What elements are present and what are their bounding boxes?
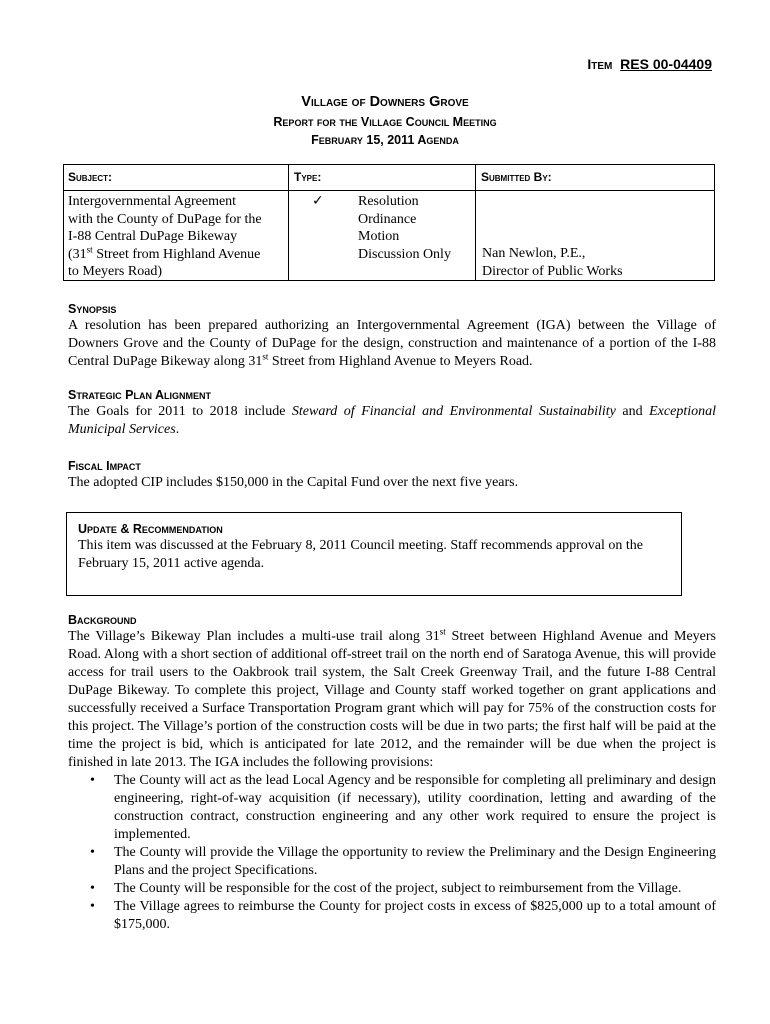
strategic-plan-text: The Goals for 2011 to 2018 include Steward of Financial and Environmental Sustainability and Exceptional Municipal Services.	[68, 404, 716, 437]
provisions-list	[68, 772, 716, 934]
subject-line: to Meyers Road)	[68, 264, 163, 280]
update-title: Update & Recommendation	[78, 522, 223, 536]
subject-label: Subject:	[68, 170, 113, 184]
subject-line: (31st Street from Highland Avenue	[68, 244, 261, 262]
table-col-divider	[475, 165, 476, 280]
synopsis-title: Synopsis	[68, 302, 117, 316]
submitted-by	[482, 245, 710, 280]
submitted-by-label: Submitted By:	[481, 170, 552, 184]
list-item: • The Village agrees to reimburse the County for project costs in excess of $825,000 up to a total amount of $175,000.	[90, 899, 716, 932]
strategic-plan-title: Strategic Plan Alignment	[68, 388, 212, 402]
synopsis-section	[68, 301, 716, 371]
item-number	[587, 56, 712, 72]
update-recommendation-box	[66, 512, 682, 596]
subject-line: Intergovernmental Agreement	[68, 194, 237, 209]
item-prefix: Item	[587, 56, 613, 72]
table-row-divider	[64, 190, 714, 191]
subject-text	[68, 193, 286, 281]
background-section	[68, 612, 716, 934]
type-motion: Motion	[358, 229, 400, 245]
type-ordinance: Ordinance	[358, 211, 417, 227]
type-options	[358, 193, 473, 263]
strategic-plan-section	[68, 387, 716, 439]
header-report: Report for the Village Council Meeting	[273, 115, 497, 129]
subject-line: with the County of DuPage for the	[68, 211, 262, 227]
check-icon: ✓	[312, 193, 324, 209]
table-col-divider	[288, 165, 289, 280]
synopsis-text: A resolution has been prepared authorizing an Intergovernmental Agreement (IGA) between the Village of Downers Grove and the County of DuPage for the design, construction and maintenance of a portion of the I-88 Central DuPage Bikeway along 31st Street from Highland Avenue to Meyers Road.	[68, 318, 716, 369]
type-discussion-only: Discussion Only	[358, 246, 451, 262]
info-table	[63, 164, 715, 281]
list-item: • The County will provide the Village the opportunity to review the Preliminary and the Design Engineering Plans and the project Specifications.	[90, 845, 716, 878]
list-item: • The County will act as the lead Local Agency and be responsible for completing all preliminary and design engineering, right-of-way acquisition (if necessary), utility coordination, letting and awarding of the construction contract, construction engineering and any other work required to ensure the project is implemented.	[90, 773, 716, 842]
subject-line: I-88 Central DuPage Bikeway	[68, 229, 238, 245]
bullet-icon: •	[90, 899, 95, 914]
item-code: RES 00-04409	[620, 56, 712, 72]
type-resolution: Resolution	[358, 194, 419, 209]
submitter-name: Nan Newlon, P.E.,	[482, 246, 586, 261]
background-title: Background	[68, 613, 137, 627]
bullet-icon: •	[90, 881, 95, 896]
fiscal-impact-title: Fiscal Impact	[68, 459, 141, 473]
type-label: Type:	[294, 170, 322, 184]
submitter-title: Director of Public Works	[482, 263, 623, 279]
fiscal-impact-section	[68, 458, 716, 492]
list-item: • The County will be responsible for the cost of the project, subject to reimbursement from the Village.	[90, 881, 682, 896]
bullet-icon: •	[90, 773, 95, 788]
update-text: This item was discussed at the February 8, 2011 Council meeting. Staff recommends approval on the February 15, 2011 active agenda.	[78, 538, 643, 571]
bullet-icon: •	[90, 845, 95, 860]
header-agenda: February 15, 2011 Agenda	[311, 133, 459, 147]
header-village: Village of Downers Grove	[301, 94, 469, 110]
fiscal-impact-text: The adopted CIP includes $150,000 in the Capital Fund over the next five years.	[68, 475, 519, 490]
background-text: The Village’s Bikeway Plan includes a multi-use trail along 31st Street between Highland Avenue and Meyers Road. Along with a short section of additional off-street trail on the north end of Saratoga Avenue, this will provide access for trail users to the Oakbrook trail system, the Salt Creek Greenway Trail, and the future I-88 Central DuPage Bikeway. To complete this project, Village and County staff worked together on grant applications and successfully received a Surface Transportation Program grant which will pay for 75% of the construction costs for this project. The Village’s portion of the construction costs will be due in two parts; the first half will be paid at the time the project is bid, which is anticipated for late 2012, and the remainder will be due when the project is finished in late 2013. The IGA includes the following provisions:	[68, 626, 716, 770]
